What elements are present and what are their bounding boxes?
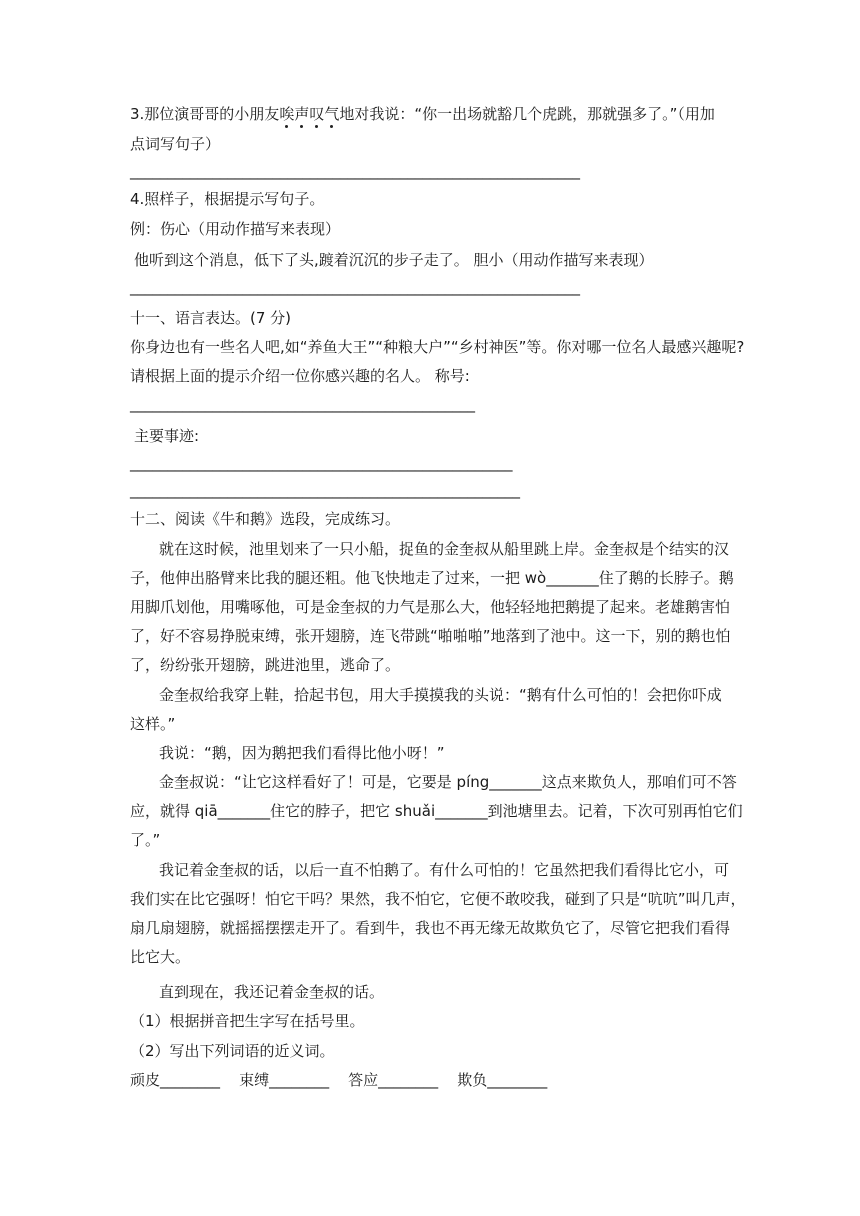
section-12-heading: 十二、阅读《牛和鹅》选段，完成练习。 bbox=[130, 510, 401, 528]
q3-line-1 bbox=[130, 107, 715, 122]
title-answer-blank[interactable]: ______________________________________________ bbox=[130, 395, 475, 413]
dotted-char: 气 bbox=[324, 105, 340, 123]
q4-title: 4.照样子，根据提示写句子。 bbox=[130, 190, 325, 208]
question-1: （1）根据拼音把生字写在括号里。 bbox=[130, 1012, 365, 1030]
passage-p1-line: 了，纷纷张开翅膀，跳进池里，逃命了。 bbox=[130, 656, 401, 674]
dotted-char: 叹 bbox=[309, 105, 325, 123]
passage-p1-line: 子，他伸出胳臂来比我的腿还粗。他飞快地走了过来，一把 wò_______住了鹅的长脖子。鹅 bbox=[130, 569, 734, 587]
passage-p6-line: 直到现在，我还记着金奎叔的话。 bbox=[159, 983, 385, 1001]
passage-p1-line: 就在这时候，池里划来了一只小船，捉鱼的金奎叔从船里跳上岸。金奎叔是个结实的汉 bbox=[159, 540, 730, 558]
dotted-char: 唉 bbox=[279, 105, 295, 123]
passage-p1-line: 用脚爪划他，用嘴啄他，可是金奎叔的力气是那么大，他轻轻地把鹅提了起来。老雄鹅害怕 bbox=[130, 598, 731, 616]
dotted-char: 声 bbox=[294, 105, 310, 123]
q3-text-before: 3.那位演哥哥的小朋友 bbox=[130, 105, 280, 123]
passage-p3-line: 我说：“鹅，因为鹅把我们看得比他小呀！” bbox=[159, 744, 445, 762]
passage-p1-line: 了，好不容易挣脱束缚，张开翅膀，连飞带跳“啪啪啪”地落到了池中。这一下，别的鹅也怕 bbox=[130, 627, 731, 645]
question-2: （2）写出下列词语的近义词。 bbox=[130, 1042, 335, 1060]
passage-p2-line: 金奎叔给我穿上鞋，拾起书包，用大手摸摸我的头说：“鹅有什么可怕的！会把你吓成 bbox=[159, 686, 722, 704]
q4-answer-blank[interactable]: ____________________________________________________________ bbox=[130, 278, 580, 296]
passage-p2-line: 这样。” bbox=[130, 715, 176, 733]
deeds-answer-blank-2[interactable]: ____________________________________________________ bbox=[130, 481, 520, 499]
passage-p5-line: 我记着金奎叔的话，以后一直不怕鹅了。有什么可怕的！它虽然把我们看得比它小，可 bbox=[159, 861, 730, 879]
section-11-prompt-1: 你身边也有一些名人吧,如“养鱼大王”“种粮大户”“乡村神医”等。你对哪一位名人最感兴趣呢? bbox=[130, 338, 745, 356]
q3-answer-blank[interactable]: ____________________________________________________________ bbox=[130, 162, 580, 180]
section-11-heading: 十一、语言表达。(7 分) bbox=[130, 309, 292, 327]
synonym-answer-row[interactable]: 顽皮________ 束缚________ 答应________ 欺负________ bbox=[130, 1071, 548, 1089]
passage-p4-line: 应，就得 qiā_______住它的脖子，把它 shuǎi_______到池塘里去。记着，下次可别再怕它们 bbox=[130, 802, 743, 820]
q3-line-2: 点词写句子） bbox=[130, 135, 221, 153]
q4-example-sentence: 他听到这个消息，低下了头,踱着沉沉的步子走了。 胆小（用动作描写来表现） bbox=[134, 251, 654, 269]
deeds-answer-blank-1[interactable]: ___________________________________________________ bbox=[130, 454, 513, 472]
q3-text-after: 地对我说：“你一出场就豁几个虎跳，那就强多了。”（用加 bbox=[339, 105, 715, 123]
passage-p4-line: 了。” bbox=[130, 831, 161, 849]
section-11-prompt-2: 请根据上面的提示介绍一位你感兴趣的名人。 称号: bbox=[130, 367, 470, 385]
deeds-label: 主要事迹: bbox=[134, 427, 200, 445]
passage-p5-line: 比它大。 bbox=[130, 948, 191, 966]
q4-example: 例：伤心（用动作描写来表现） bbox=[130, 220, 341, 238]
passage-p4-line: 金奎叔说：“让它这样看好了！可是，它要是 píng_______这点来欺负人，那咱们可不答 bbox=[159, 773, 737, 791]
passage-p5-line: 我们实在比它强呀！怕它干吗？果然，我不怕它，它便不敢咬我，碰到了只是“吭吭”叫几声， bbox=[130, 890, 746, 908]
passage-p5-line: 扇几扇翅膀，就摇摇摆摆走开了。看到牛，我也不再无缘无故欺负它了，尽管它把我们看得 bbox=[130, 919, 731, 937]
